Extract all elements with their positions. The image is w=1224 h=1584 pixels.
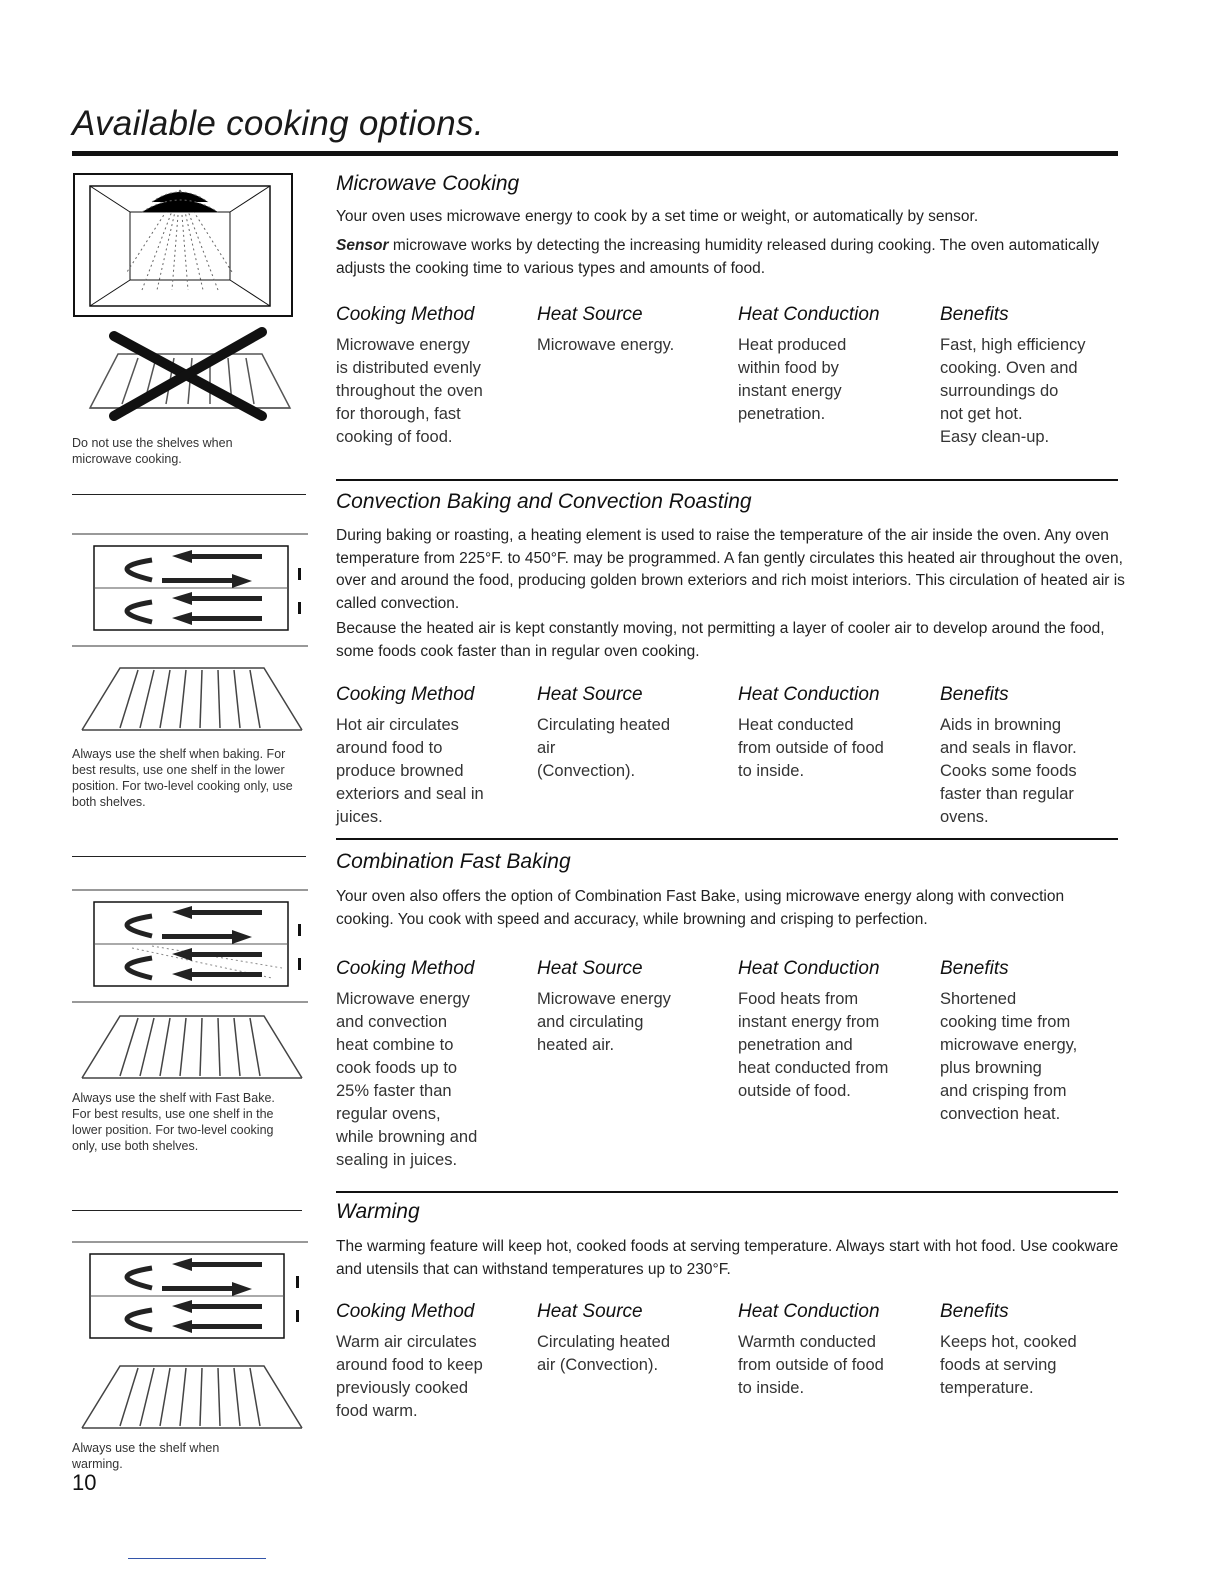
section-divider [336,838,1118,840]
column-header-method: Cooking Method [336,1301,475,1322]
column-header-benefits: Benefits [940,304,1009,325]
column-header-benefits: Benefits [940,958,1009,979]
illustration-caption: Do not use the shelves when microwave cooking. [72,436,233,466]
combination-airflow-illustration [72,888,312,1006]
benefits-text: Shortened cooking time from microwave energy, plus browning and crisping from convection heat. [940,990,1078,1123]
column-header-conduction: Heat Conduction [738,684,880,705]
section-paragraph: Because the heated air is kept constantly moving, not permitting a layer of cooler air to develop around the food, some foods cook faster than in regular oven cooking. [336,620,1105,660]
cooking-method-text: Microwave energy and convection heat combine to cook foods up to 25% faster than regular ovens, while browning and sealing in juices. [336,990,478,1169]
cooking-method-text: Microwave energy is distributed evenly throughout the oven for thorough, fast cooking of food. [336,336,483,446]
column-header-benefits: Benefits [940,1301,1009,1322]
column-header-source: Heat Source [537,1301,643,1322]
cooking-method-text: Hot air circulates around food to produce browned exteriors and seal in juices. [336,716,484,826]
illustration-caption: Always use the shelf when warming. [72,1441,220,1471]
sensor-paragraph-text: microwave works by detecting the increasing humidity released during cooking. The oven automatically adjusts the cooking time to various types and amounts of food. [336,237,1100,277]
benefits-text: Aids in browning and seals in flavor. Cooks some foods faster than regular ovens. [940,716,1077,826]
column-header-method: Cooking Method [336,958,475,979]
left-divider [72,494,306,495]
benefits-text: Fast, high efficiency cooking. Oven and surroundings do not get hot. Easy clean-up. [940,336,1086,446]
shelf-illustration [76,1008,308,1084]
illustration-caption: Always use the shelf with Fast Bake. For best results, use one shelf in the lower position. For two-level cooking only, use both shelves. [72,1091,275,1153]
left-divider [72,1210,302,1211]
sensor-term: Sensor [336,237,389,254]
heat-conduction-text: Food heats from instant energy from penetration and heat conducted from outside of food. [738,990,889,1100]
section-title-convection: Convection Baking and Convection Roasting [336,490,752,513]
convection-airflow-illustration [72,532,312,650]
section-paragraph [336,235,1126,280]
column-header-source: Heat Source [537,684,643,705]
section-title-warming: Warming [336,1200,420,1223]
section-divider [336,479,1118,481]
section-paragraph: The warming feature will keep hot, cooked foods at serving temperature. Always start with hot food. Use cookware and utensils that can withstand temperatures up to 230°F. [336,1238,1119,1278]
cooking-method-text: Warm air circulates around food to keep previously cooked food warm. [336,1333,483,1420]
page-number: 10 [72,1470,97,1495]
section-divider [336,1191,1118,1193]
column-header-benefits: Benefits [940,684,1009,705]
column-header-conduction: Heat Conduction [738,958,880,979]
section-paragraph: During baking or roasting, a heating element is used to raise the temperature of the air inside the oven. Any oven temperature from 225°F. to 450°F. may be programmed. A fan gently circulates this heated air throughout the oven, over and around the food, producing golden brown exteriors and rich moist interiors. This circulation of heated air is called convection. [336,527,1125,612]
footer-link-underline [128,1558,266,1559]
heat-source-text: Circulating heated air (Convection). [537,716,670,780]
page-title: Available cooking options. [72,104,484,143]
microwave-oven-illustration [72,172,294,320]
left-divider [72,856,306,857]
column-header-source: Heat Source [537,304,643,325]
column-header-conduction: Heat Conduction [738,304,880,325]
section-title-combination: Combination Fast Baking [336,850,571,873]
section-title-microwave: Microwave Cooking [336,172,520,195]
column-header-method: Cooking Method [336,684,475,705]
column-header-method: Cooking Method [336,304,475,325]
shelf-illustration [76,1358,308,1434]
heat-source-text: Microwave energy. [537,336,675,354]
shelf-illustration [76,660,308,736]
column-header-source: Heat Source [537,958,643,979]
heat-conduction-text: Heat produced within food by instant energy penetration. [738,336,847,423]
illustration-caption: Always use the shelf when baking. For best results, use one shelf in the lower position. For two-level cooking only, use both shelves. [72,747,293,809]
heat-conduction-text: Warmth conducted from outside of food to inside. [738,1333,884,1397]
section-paragraph: Your oven also offers the option of Combination Fast Bake, using microwave energy along with convection cooking. You cook with speed and accuracy, while browning and crisping to perfection. [336,888,1065,928]
benefits-text: Keeps hot, cooked foods at serving temperature. [940,1333,1077,1397]
shelf-crossed-out-illustration [78,326,302,422]
heat-source-text: Microwave energy and circulating heated air. [537,990,671,1054]
title-divider [72,151,1118,156]
column-header-conduction: Heat Conduction [738,1301,880,1322]
section-paragraph: Your oven uses microwave energy to cook by a set time or weight, or automatically by sensor. [336,208,979,225]
heat-conduction-text: Heat conducted from outside of food to inside. [738,716,884,780]
heat-source-text: Circulating heated air (Convection). [537,1333,670,1374]
warming-airflow-illustration [72,1240,312,1350]
